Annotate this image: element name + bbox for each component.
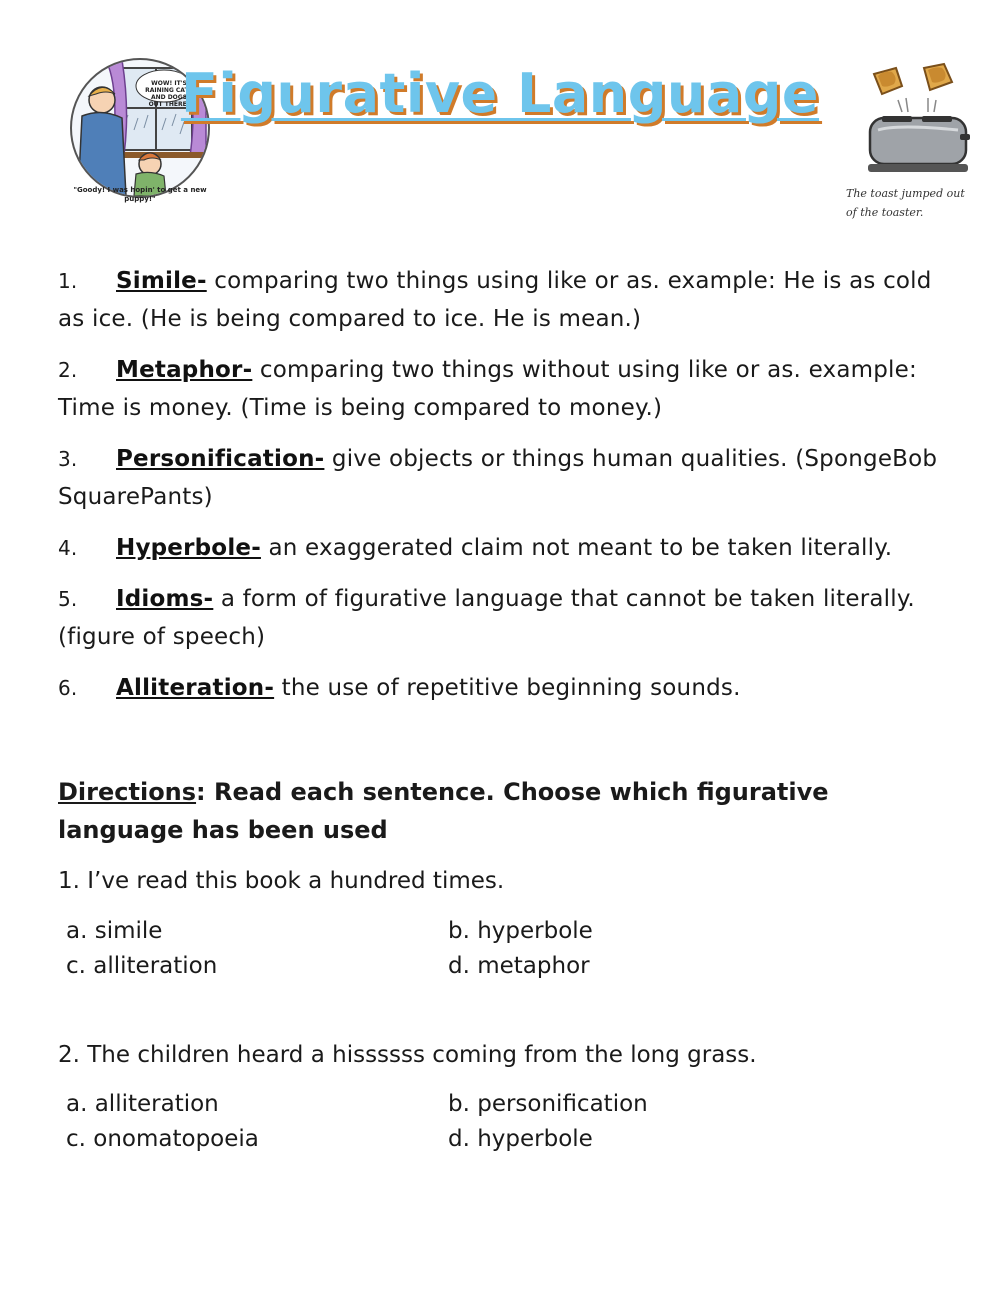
definition-number: 5. bbox=[58, 587, 78, 611]
directions-text: : Read each sentence. Choose which figurative language has been used bbox=[58, 778, 829, 844]
definition-number: 3. bbox=[58, 447, 78, 471]
option-d[interactable]: d. hyperbole bbox=[448, 1126, 593, 1152]
toaster-caption-line: of the toaster. bbox=[846, 206, 924, 219]
definition-term: Metaphor- bbox=[116, 357, 253, 383]
directions bbox=[58, 773, 948, 849]
definition-metaphor bbox=[58, 351, 948, 427]
definition-number: 6. bbox=[58, 676, 78, 700]
toaster-caption bbox=[846, 184, 986, 222]
definition-text: comparing two things using like or as. example: He is as cold as ice. (He is being compared to ice. He is mean.) bbox=[58, 268, 932, 332]
definition-term: Idioms- bbox=[116, 586, 214, 612]
definition-text: give objects or things human qualities. (SpongeBob SquarePants) bbox=[58, 446, 938, 510]
definition-term: Simile- bbox=[116, 268, 207, 294]
toaster-caption-line: The toast jumped out bbox=[846, 187, 965, 200]
option-a[interactable]: a. simile bbox=[66, 918, 163, 944]
definition-personification bbox=[58, 440, 948, 516]
definition-term: Personification- bbox=[116, 446, 325, 472]
definition-text: comparing two things without using like or as. example: Time is money. (Time is being compared to money.) bbox=[58, 357, 917, 421]
page-title: Figurative Language bbox=[180, 62, 820, 125]
toaster-illustration bbox=[858, 60, 978, 180]
directions-label: Directions bbox=[58, 778, 197, 806]
definition-number: 1. bbox=[58, 269, 78, 293]
definition-number: 2. bbox=[58, 358, 78, 382]
definition-number: 4. bbox=[58, 536, 78, 560]
option-a[interactable]: a. alliteration bbox=[66, 1091, 219, 1117]
option-c[interactable]: c. onomatopoeia bbox=[66, 1126, 259, 1152]
definition-term: Alliteration- bbox=[116, 675, 275, 701]
option-b[interactable]: b. hyperbole bbox=[448, 918, 593, 944]
definition-text: a form of figurative language that cannot be taken literally. (figure of speech) bbox=[58, 586, 915, 650]
toaster-drawing bbox=[858, 60, 978, 180]
definition-simile bbox=[58, 262, 948, 338]
definition-idioms bbox=[58, 580, 948, 656]
definition-hyperbole bbox=[58, 529, 948, 567]
definition-alliteration bbox=[58, 669, 948, 707]
definition-term: Hyperbole- bbox=[116, 535, 261, 561]
definition-text: an exaggerated claim not meant to be taken literally. bbox=[260, 535, 893, 561]
option-d[interactable]: d. metaphor bbox=[448, 953, 590, 979]
option-b[interactable]: b. personification bbox=[448, 1091, 648, 1117]
definitions-list bbox=[58, 262, 948, 720]
speech-bubble-text: WOW! IT'S RAINING CATS AND DOGS OUT THERE! bbox=[145, 80, 193, 108]
definition-text: the use of repetitive beginning sounds. bbox=[274, 675, 741, 701]
cartoon-caption: "Goody! I was hopin' to get a new puppy!" bbox=[73, 186, 207, 203]
question-1: 1. I’ve read this book a hundred times. bbox=[58, 868, 505, 894]
option-c[interactable]: c. alliteration bbox=[66, 953, 218, 979]
question-2: 2. The children heard a hissssss coming from the long grass. bbox=[58, 1042, 757, 1068]
